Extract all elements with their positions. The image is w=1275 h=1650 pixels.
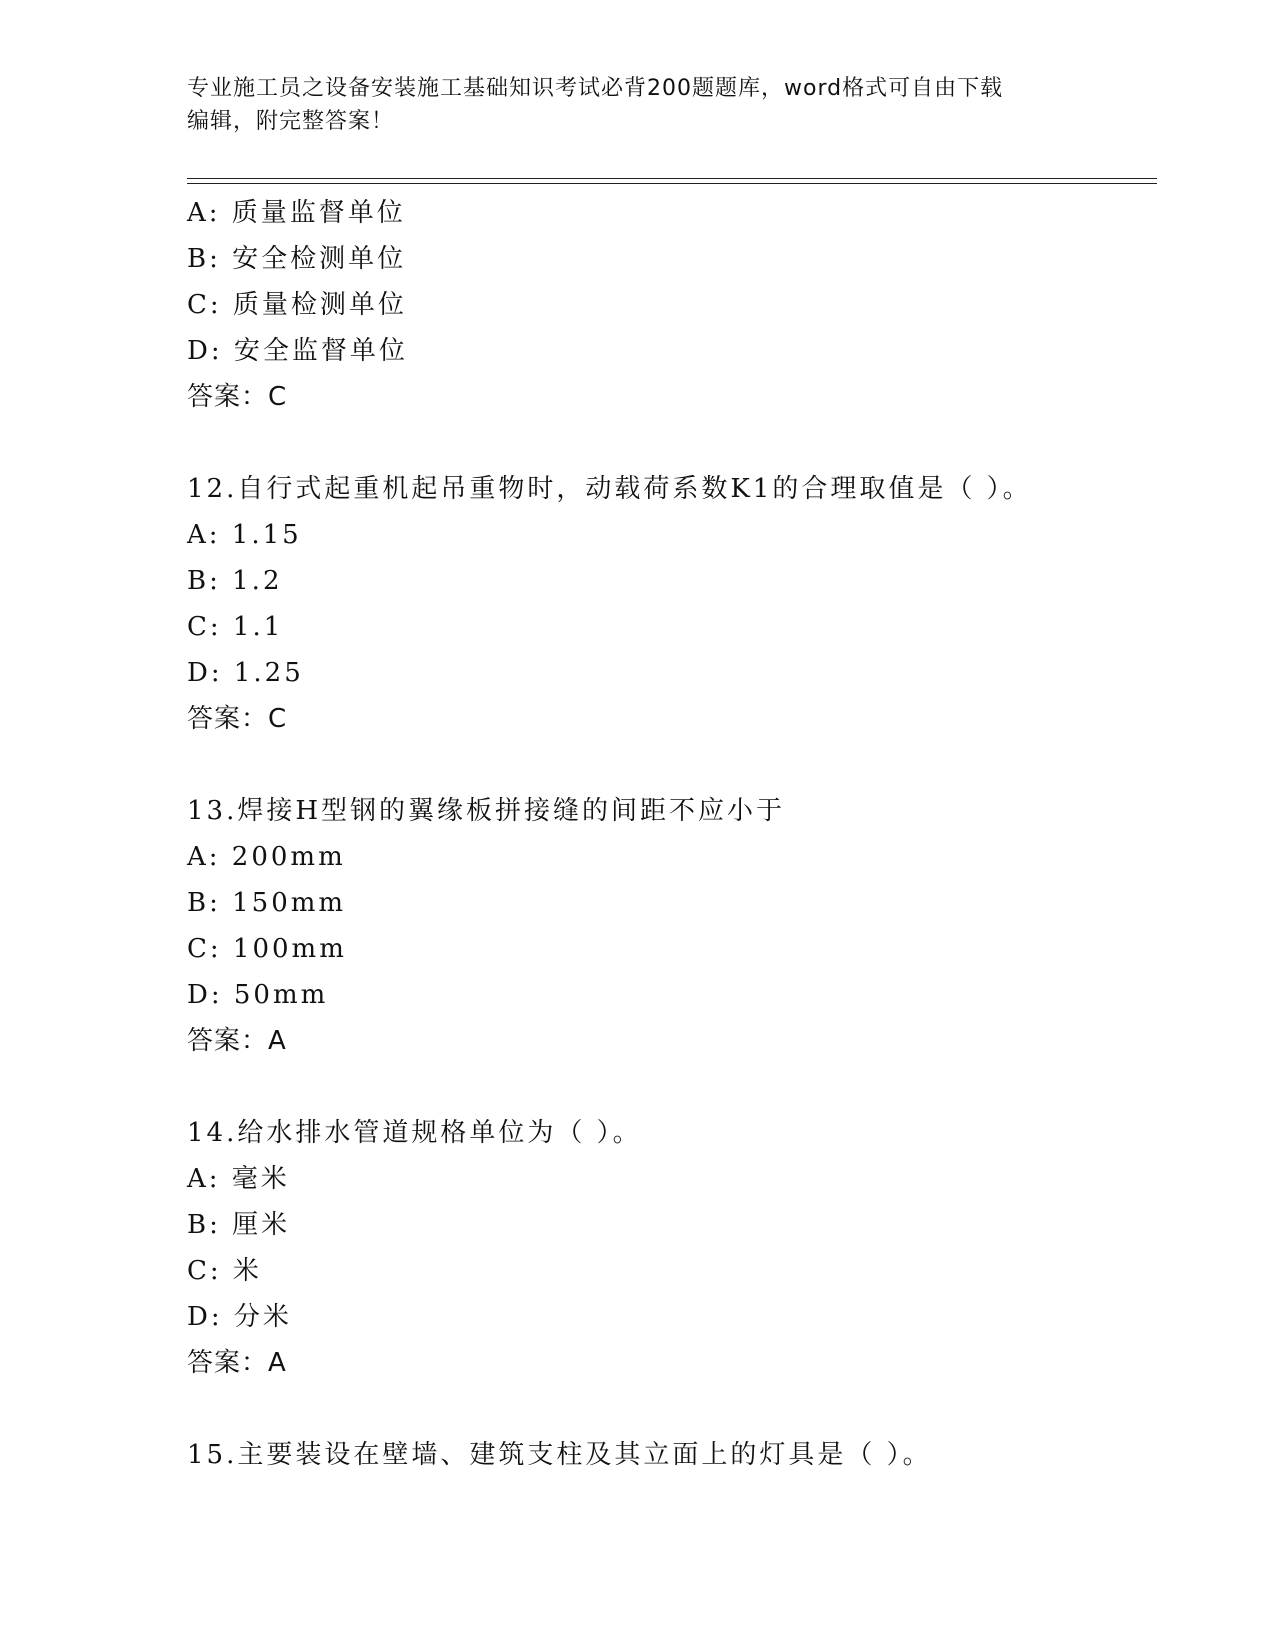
option-c: C: 米 [187,1256,262,1286]
option-a: A: 200mm [187,842,346,872]
question-text: 12.自行式起重机起吊重物时，动载荷系数K1的合理取值是（ ）。 [187,474,1032,504]
header-title-line1: 专业施工员之设备安装施工基础知识考试必背200题题库，word格式可自由下载 [187,76,1004,101]
option-a: A: 毫米 [187,1164,290,1194]
option-b: B: 150mm [187,888,347,918]
question-text: 13.焊接H型钢的翼缘板拼接缝的间距不应小于 [187,796,786,826]
header-divider-top [187,178,1157,179]
document-header [187,72,1087,138]
option-a: A: 1.15 [187,520,302,550]
question-13-block [187,788,1157,1064]
header-divider-bottom [187,183,1157,184]
option-b: B: 1.2 [187,566,283,596]
spacer [187,742,1157,788]
option-d: D: 分米 [187,1302,292,1332]
spacer [187,1064,1157,1110]
option-d: D: 50mm [187,980,329,1010]
answer-line: 答案：C [187,704,288,734]
answer-line: 答案：C [187,382,288,412]
option-b: B: 厘米 [187,1210,291,1240]
question-list [187,190,1157,1478]
option-b: B: 安全检测单位 [187,244,407,274]
question-14-block [187,1110,1157,1386]
spacer [187,420,1157,466]
header-title-line2: 编辑，附完整答案！ [187,109,395,134]
option-c: C: 1.1 [187,612,284,642]
answer-line: 答案：A [187,1348,287,1378]
option-d: D: 安全监督单位 [187,336,408,366]
answer-line: 答案：A [187,1026,287,1056]
spacer [187,1386,1157,1432]
option-d: D: 1.25 [187,658,304,688]
question-text: 15.主要装设在壁墙、建筑支柱及其立面上的灯具是（ ）。 [187,1440,932,1470]
question-11-block [187,190,1157,420]
option-c: C: 100mm [187,934,347,964]
question-15-block [187,1432,1157,1478]
question-12-block [187,466,1157,742]
option-a: A: 质量监督单位 [187,198,406,228]
option-c: C: 质量检测单位 [187,290,407,320]
question-text: 14.给水排水管道规格单位为（ ）。 [187,1118,642,1148]
